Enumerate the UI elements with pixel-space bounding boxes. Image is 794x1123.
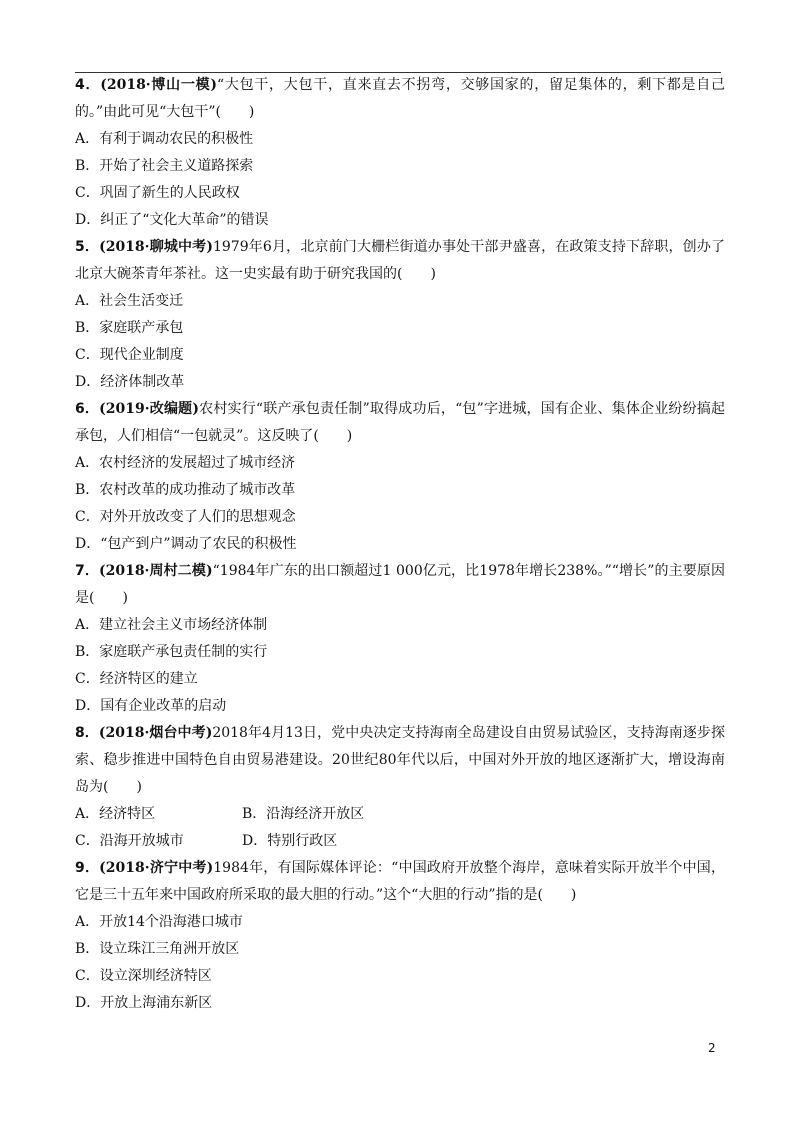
- option-b[interactable]: B．家庭联产承包: [75, 320, 184, 336]
- question-text: 2018年4月13日，党中央决定支持海南全岛建设自由贸易试验区，支持海南逐步探索、稳步推进中国特色自由贸易港建设。20世纪80年代以后，中国对外开放的地区逐渐扩大，增设海南岛为( ): [75, 725, 725, 795]
- question-source: (2018·烟台中考): [98, 725, 213, 741]
- option-b[interactable]: B．沿海经济开放区: [242, 806, 365, 822]
- question-9: [75, 855, 725, 1017]
- option-c[interactable]: C．经济特区的建立: [75, 671, 198, 687]
- option-b[interactable]: B．家庭联产承包责任制的实行: [75, 644, 268, 660]
- option-a[interactable]: A．社会生活变迁: [75, 293, 184, 309]
- question-stem: [75, 72, 725, 126]
- option-b[interactable]: B．农村改革的成功推动了城市改革: [75, 482, 296, 498]
- question-number: 7．: [75, 563, 99, 579]
- question-number: 4．: [75, 77, 101, 93]
- option-c[interactable]: C．对外开放改变了人们的思想观念: [75, 509, 296, 525]
- option-a[interactable]: A．开放14个沿海港口城市: [75, 914, 243, 930]
- question-text: 农村实行“联产承包责任制”取得成功后，“包”字进城，国有企业、集体企业纷纷搞起承包，人们相信“一包就灵”。这反映了( ): [75, 401, 725, 444]
- question-source: (2019·改编题): [99, 401, 199, 417]
- page-number: 2: [708, 1041, 716, 1055]
- question-list: [75, 72, 725, 1017]
- question-source: (2018·济宁中考): [99, 860, 214, 876]
- question-source: (2018·博山一模): [100, 77, 217, 93]
- option-d[interactable]: D．特别行政区: [242, 833, 338, 849]
- question-source: (2018·周村二模): [98, 563, 213, 579]
- option-d[interactable]: D．纠正了“文化大革命”的错误: [75, 212, 269, 228]
- option-d[interactable]: D．“包产到户”调动了农民的积极性: [75, 536, 297, 552]
- question-number: 8．: [75, 725, 99, 741]
- question-text: “1984年广东的出口额超过1 000亿元，比1978年增长238%。”“增长”的主要原因是( ): [75, 563, 725, 606]
- question-text: 1984年，有国际媒体评论：“中国政府开放整个海岸，意味着实际开放半个中国，它是三十五年来中国政府所采取的最大胆的行动。”这个“大胆的行动”指的是( ): [75, 860, 725, 903]
- option-a[interactable]: A．经济特区: [75, 806, 156, 822]
- question-number: 5．: [75, 239, 100, 255]
- option-row: [75, 801, 725, 828]
- question-stem: [75, 855, 725, 909]
- option-c[interactable]: C．巩固了新生的人民政权: [75, 185, 240, 201]
- question-stem: [75, 234, 725, 288]
- option-a[interactable]: A．建立社会主义市场经济体制: [75, 617, 268, 633]
- option-d[interactable]: D．开放上海浦东新区: [75, 995, 213, 1011]
- question-stem: [75, 396, 725, 450]
- question-text: “大包干，大包干，直来直去不拐弯，交够国家的，留足集体的，剩下都是自己的。”由此可见“大包干”( ): [75, 77, 726, 120]
- question-stem: [75, 720, 725, 801]
- option-d[interactable]: D．经济体制改革: [75, 374, 185, 390]
- question-text: 1979年6月，北京前门大栅栏街道办事处干部尹盛喜，在政策支持下辞职，创办了北京大碗茶青年茶社。这一史实最有助于研究我国的( ): [75, 239, 725, 282]
- option-b[interactable]: B．开始了社会主义道路探索: [75, 158, 254, 174]
- option-d[interactable]: D．国有企业改革的启动: [75, 698, 227, 714]
- question-source: (2018·聊城中考): [99, 239, 213, 255]
- question-number: 9．: [75, 860, 100, 876]
- question-6: [75, 396, 725, 558]
- option-a[interactable]: A．农村经济的发展超过了城市经济: [75, 455, 296, 471]
- option-row: [75, 828, 725, 855]
- question-8: [75, 720, 725, 855]
- question-7: [75, 558, 725, 720]
- question-4: [75, 72, 725, 234]
- option-a[interactable]: A．有利于调动农民的积极性: [75, 131, 254, 147]
- option-b[interactable]: B．设立珠江三角洲开放区: [75, 941, 240, 957]
- question-number: 6．: [75, 401, 100, 417]
- option-c[interactable]: C．现代企业制度: [75, 347, 184, 363]
- question-stem: [75, 558, 725, 612]
- option-c[interactable]: C．沿海开放城市: [75, 833, 184, 849]
- option-c[interactable]: C．设立深圳经济特区: [75, 968, 212, 984]
- question-5: [75, 234, 725, 396]
